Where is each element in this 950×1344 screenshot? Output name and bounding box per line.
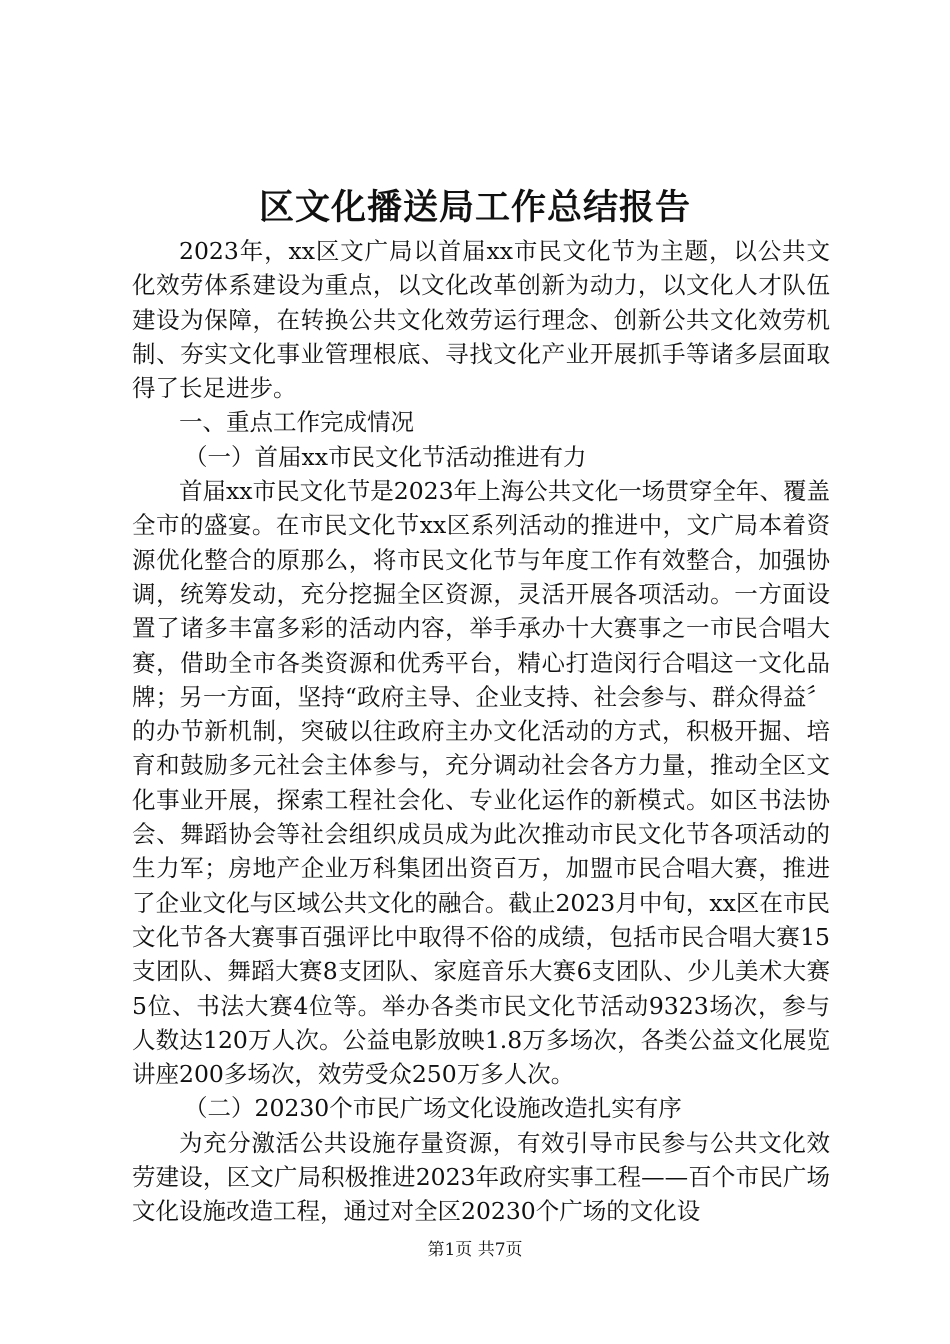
subsection-heading: （一）首届xx市民文化节活动推进有力 [184,442,587,471]
document-title: 区文化播送局工作总结报告 [258,187,691,228]
body-paragraph: 首届xx市民文化节是2023年上海公共文化一场贯穿全年、覆盖全市的盛宴。在市民文化节xx区系列活动的推进中，文广局本着资源优化整合的原那么，将市民文化节与年度工作有效整合，加强协调，统筹发动，充分挖掘全区资源，灵活开展各项活动。一方面设置了诸多丰富多彩的活动内容，举手承办十大赛事之一市民合唱大赛，借助全市各类资源和优秀平台，精心打造闵行合唱这一文化品牌；另一方面，坚持“政府主导、企业支持、社会参与、群众得益〞的办节新机制，突破以往政府主办文化活动的方式，积极开掘、培育和鼓励多元社会主体参与，充分调动社会各方力量，推动全区文化事业开展，探索工程社会化、专业化运作的新模式。如区书法协会、舞蹈协会等社会组织成员成为此次推动市民文化节各项活动的生力军；房地产企业万科集团出资百万，加盟市民合唱大赛，推进了企业文化与区域公共文化的融合。截止2023月中旬，xx区在市民文化节各大赛事百强评比中取得不俗的成绩，包括市民合唱大赛15支团队、舞蹈大赛8支团队、家庭音乐大赛6支团队、少儿美术大赛5位、书法大赛4位等。举办各类市民文化节活动9323场次，参与人数达120万人次。公益电影放映1.8万多场次，各类公益文化展览讲座200多场次，效劳受众250万多人次。 [132,477,830,1089]
intro-paragraph: 2023年，xx区文广局以首届xx市民文化节为主题，以公共文化效劳体系建设为重点，以文化改革创新为动力，以文化人才队伍建设为保障，在转换公共文化效劳运行理念、创新公共文化效劳机制、夯实文化事业管理根底、寻找文化产业开展抓手等诸多层面取得了长足进步。 [132,237,830,403]
section-heading: 一、重点工作完成情况 [179,408,414,437]
body-paragraph: 为充分激活公共设施存量资源，有效引导市民参与公共文化效劳建设，区文广局积极推进2023年政府实事工程——百个市民广场文化设施改造工程，通过对全区20230个广场的文化设 [132,1128,830,1226]
document-body [132,234,830,1229]
page-number: 第1页 共7页 [427,1240,523,1260]
subsection-heading: （二）20230个市民广场文化设施改造扎实有序 [184,1094,682,1123]
